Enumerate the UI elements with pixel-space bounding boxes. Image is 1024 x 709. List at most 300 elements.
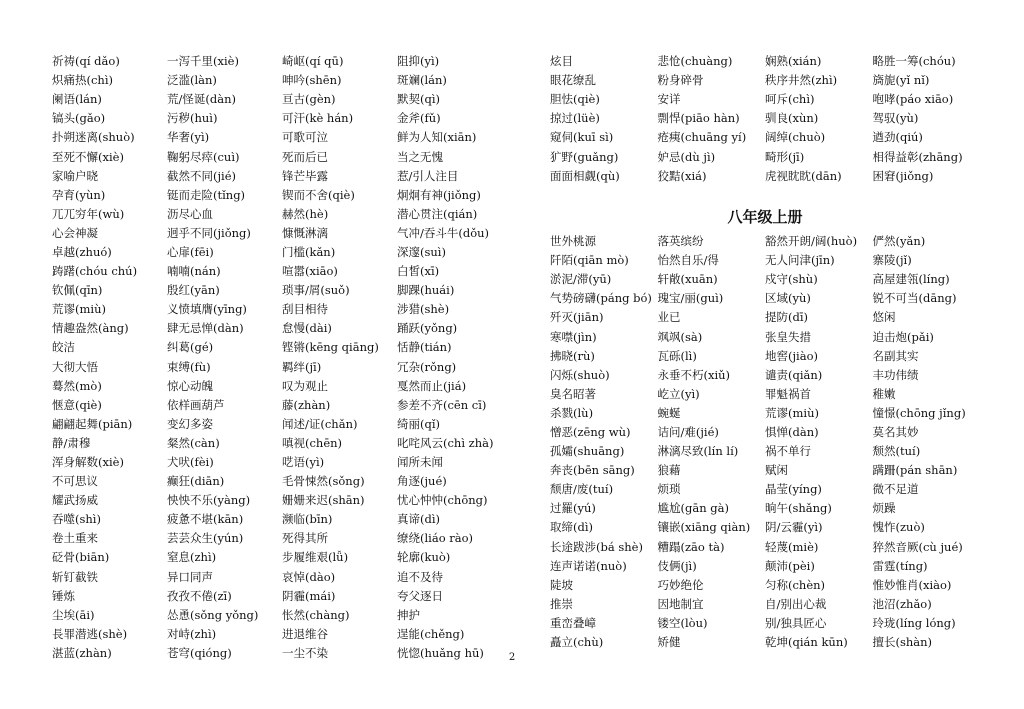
vocab-entry: 业已 <box>657 310 681 325</box>
vocab-entry: 诘问/难(jié) <box>657 424 719 439</box>
vocab-row <box>52 90 512 109</box>
vocab-entry: 戛然而止(jiá) <box>397 378 467 393</box>
vocab-entry: 逞能(chěng) <box>397 626 465 641</box>
vocab-entry: 迥乎不同(jiǒng) <box>167 225 251 240</box>
vocab-row <box>52 568 512 587</box>
vocab-entry: 歼灭(jiān) <box>550 310 604 325</box>
vocab-entry: 殷红(yān) <box>167 283 220 298</box>
vocab-entry: 角逐(jué) <box>397 474 447 489</box>
vocab-entry: 呵斥(chì) <box>765 92 815 107</box>
vocab-row <box>52 52 512 71</box>
vocab-row <box>550 270 980 289</box>
vocab-entry: 旖旎(yǐ nǐ) <box>872 73 930 88</box>
vocab-entry: 匀称(chèn) <box>765 577 826 592</box>
vocab-entry: 气冲/吞斗牛(dǒu) <box>397 225 490 240</box>
vocab-entry: 推崇 <box>550 596 573 611</box>
vocab-row <box>550 327 980 346</box>
vocab-entry: 俨然(yǎn) <box>872 234 926 249</box>
vocab-entry: 长途跋涉(bá shè) <box>550 539 643 554</box>
vocab-entry: 情趣盎然(àng) <box>52 321 129 336</box>
vocab-row <box>52 491 512 510</box>
vocab-row <box>550 538 980 557</box>
vocab-row <box>550 128 980 147</box>
vocab-entry: 无人问津(jīn) <box>765 253 835 268</box>
vocab-row <box>52 625 512 644</box>
vocab-row <box>550 167 980 186</box>
vocab-entry: 锐不可当(dāng) <box>872 291 957 306</box>
vocab-entry: 取缔(dì) <box>550 520 594 535</box>
vocab-entry: 喧嚣(xiāo) <box>282 264 338 279</box>
vocab-entry: 白皙(xī) <box>397 264 440 279</box>
vocab-entry: 砭骨(biān) <box>52 550 110 565</box>
vocab-entry: 琐事/屑(suǒ) <box>282 283 350 298</box>
vocab-entry: 纠葛(gé) <box>167 340 214 355</box>
vocab-entry: 面面相觑(qù) <box>550 168 620 183</box>
vocab-entry: 闻述/证(chǎn) <box>282 416 358 431</box>
vocab-entry: 大彻大悟 <box>52 359 98 374</box>
vocab-entry: 烦琐 <box>657 482 681 497</box>
vocab-entry: 陡坡 <box>550 577 573 592</box>
vocab-entry: 荒谬(miù) <box>765 405 819 420</box>
vocab-entry: 豁然开朗/阔(huò) <box>765 234 858 249</box>
vocab-entry: 轩敞(xuān) <box>657 272 718 287</box>
vocab-row <box>550 251 980 270</box>
vocab-entry: 轮廓(kuò) <box>397 550 451 565</box>
vocab-entry: 闪烁(shuò) <box>550 367 610 382</box>
vocab-entry: 粉身碎骨 <box>657 73 704 88</box>
vocab-entry: 心会神凝 <box>52 225 98 240</box>
vocab-entry: 鲜为人知(xiān) <box>397 130 477 145</box>
vocab-entry: 晶莹(yíng) <box>765 482 822 497</box>
vocab-row <box>52 243 512 262</box>
vocab-row <box>52 186 512 205</box>
vocab-row <box>52 548 512 567</box>
vocab-entry: 皎洁 <box>52 340 75 355</box>
vocab-entry: 闻所未闻 <box>397 455 443 470</box>
vocab-entry: 憎恶(zēng wù) <box>550 424 631 439</box>
vocab-entry: 娴熟(xián) <box>765 54 822 69</box>
vocab-row <box>52 434 512 453</box>
vocab-row <box>52 510 512 529</box>
vocab-entry: 長罪潜逃(shè) <box>52 626 128 641</box>
vocab-entry: 义愤填膺(yīng) <box>167 302 247 317</box>
vocab-entry: 锋芒毕露 <box>282 168 328 183</box>
vocab-entry: 驯良(xùn) <box>765 111 819 126</box>
vocab-entry: 戍守(shù) <box>765 272 818 287</box>
vocab-entry: 濒临(bīn) <box>282 512 333 527</box>
vocab-entry: 阴霾(mái) <box>282 588 336 603</box>
vocab-row <box>550 499 980 518</box>
vocab-entry: 安详 <box>657 92 681 107</box>
vocab-entry: 恍惚(huǎng hū) <box>397 645 484 660</box>
vocab-row <box>550 633 980 652</box>
vocab-entry: 肆无忌惮(dàn) <box>167 321 244 336</box>
vocab-row <box>52 529 512 548</box>
vocab-entry: 对峙(zhì) <box>167 626 217 641</box>
vocab-entry: 荒/怪诞(dàn) <box>167 92 236 107</box>
vocab-entry: 阔绰(chuò) <box>765 130 826 145</box>
vocab-entry: 吞噬(shì) <box>52 512 101 527</box>
vocab-entry: 喃喃(nán) <box>167 264 221 279</box>
vocab-entry: 相得益彰(zhāng) <box>872 149 963 164</box>
vocab-row <box>550 518 980 537</box>
vocab-row <box>550 595 980 614</box>
vocab-entry: 呓语(yì) <box>282 455 325 470</box>
vocab-entry: 污秽(huì) <box>167 111 218 126</box>
vocab-row <box>52 358 512 377</box>
vocab-row <box>550 347 980 366</box>
vocab-row <box>52 205 512 224</box>
vocab-entry: 祸不单行 <box>765 444 811 459</box>
vocab-entry: 咆哮(páo xiāo) <box>872 92 954 107</box>
vocab-entry: 当之无愧 <box>397 149 443 164</box>
vocab-entry: 寨陵(jǐ) <box>872 253 912 268</box>
vocab-entry: 呻吟(shēn) <box>282 73 342 88</box>
vocab-entry: 兀兀穷年(wù) <box>52 206 125 221</box>
vocab-entry: 孤孀(shuāng) <box>550 444 625 459</box>
vocab-entry: 惊心动魄 <box>167 378 213 393</box>
vocab-row <box>52 281 512 300</box>
vocab-entry: 淤泥/滞(yū) <box>550 272 612 287</box>
vocab-entry: 潜心贯注(qián) <box>397 206 478 221</box>
vocab-entry: 踊跃(yǒng) <box>397 321 458 336</box>
vocab-entry: 惟妙惟肖(xiào) <box>872 577 952 592</box>
vocab-row <box>52 453 512 472</box>
vocab-entry: 伎俩(jì) <box>657 558 697 573</box>
vocab-entry: 蹒跚(pán shān) <box>872 463 958 478</box>
vocab-entry: 微不足道 <box>872 482 919 497</box>
vocab-entry: 因地制宜 <box>657 596 704 611</box>
vocab-entry: 颓唐/废(tuí) <box>550 482 614 497</box>
vocab-entry: 瓦砾(lì) <box>657 348 697 363</box>
vocab-entry: 赫然(hè) <box>282 206 329 221</box>
vocab-entry: 名副其实 <box>872 348 919 363</box>
vocab-entry: 颓然(tuí) <box>872 444 921 459</box>
vocab-entry: 眼花缭乱 <box>550 73 596 88</box>
vocab-row <box>52 147 512 166</box>
vocab-entry: 池沼(zhǎo) <box>872 596 932 611</box>
vocab-entry: 亘古(gèn) <box>282 92 336 107</box>
vocab-entry: 耀武扬威 <box>52 493 98 508</box>
vocab-entry: 追不及待 <box>397 569 443 584</box>
vocab-row <box>550 52 980 71</box>
vocab-entry: 蜿蜒 <box>657 405 681 420</box>
vocab-row <box>52 587 512 606</box>
vocab-entry: 提防(dī) <box>765 310 809 325</box>
vocab-entry: 惧惮(dàn) <box>765 424 819 439</box>
vocab-row <box>550 90 980 109</box>
vocab-entry: 迫击炮(pǎi) <box>872 329 934 344</box>
vocab-entry: 怠慢(dài) <box>282 321 332 336</box>
vocab-entry: 浑身解数(xiè) <box>52 455 124 470</box>
vocab-row <box>550 442 980 461</box>
vocab-entry: 丰功伟绩 <box>872 367 919 382</box>
vocab-row <box>550 289 980 308</box>
vocab-entry: 金斧(fǔ) <box>397 111 441 126</box>
vocab-entry: 憧憬(chōng jǐng) <box>872 405 966 420</box>
vocab-entry: 永垂不朽(xiǔ) <box>657 367 731 382</box>
vocab-entry: 一泻千里(xiè) <box>167 54 239 69</box>
vocab-entry: 尴尬(gān gà) <box>657 501 729 516</box>
vocab-entry: 雷霆(tíng) <box>872 558 928 573</box>
vocab-row <box>550 308 980 327</box>
vocab-entry: 赋闲 <box>765 463 788 478</box>
vocab-entry: 晌午(shǎng) <box>765 501 832 516</box>
vocab-entry: 铿锵(kēng qiāng) <box>282 340 379 355</box>
vocab-entry: 屹立(yì) <box>657 386 700 401</box>
vocab-entry: 镐头(gǎo) <box>52 111 106 126</box>
vocab-entry: 寒噤(jìn) <box>550 329 597 344</box>
vocab-entry: 异口同声 <box>167 569 213 584</box>
vocab-entry: 玲珑(líng lóng) <box>872 615 956 630</box>
vocab-entry: 重峦叠嶂 <box>550 615 596 630</box>
vocab-entry: 怅然(chàng) <box>282 607 350 622</box>
vocab-entry: 至死不懈(xiè) <box>52 149 124 164</box>
vocab-entry: 糟蹋(zāo tà) <box>657 539 725 554</box>
vocab-entry: 气势磅礴(páng bó) <box>550 291 652 306</box>
vocab-entry: 秩序井然(zhì) <box>765 73 838 88</box>
vocab-entry: 略胜一筹(chóu) <box>872 54 956 69</box>
vocab-entry: 泛滥(làn) <box>167 73 217 88</box>
vocab-entry: 矫健 <box>657 635 681 650</box>
vocab-row <box>52 128 512 147</box>
right-vocabulary-table-top <box>550 52 980 186</box>
vocab-row <box>550 147 980 166</box>
vocab-entry: 步履维艰(lǚ) <box>282 550 349 565</box>
vocab-row <box>550 614 980 633</box>
vocab-entry: 过羅(yú) <box>550 501 596 516</box>
vocab-entry: 哀悼(dào) <box>282 569 336 584</box>
vocab-entry: 铤而走险(tǐng) <box>167 187 246 202</box>
vocab-entry: 自/别出心裁 <box>765 596 827 611</box>
vocab-entry: 扑朔迷离(shuò) <box>52 130 135 145</box>
vocab-entry: 心扉(fēi) <box>167 244 214 259</box>
vocab-entry: 静/肃穆 <box>52 435 91 450</box>
vocab-entry: 夸父逐日 <box>397 588 443 603</box>
vocab-entry: 家喻户晓 <box>52 168 98 183</box>
vocab-entry: 恬静(tián) <box>397 340 452 355</box>
vocab-entry: 束缚(fù) <box>167 359 211 374</box>
right-vocabulary-table-grade8 <box>550 232 980 652</box>
vocab-entry: 炫目 <box>550 54 573 69</box>
vocab-entry: 默契(qì) <box>397 92 441 107</box>
vocab-row <box>550 557 980 576</box>
vocab-entry: 芸芸众生(yún) <box>167 531 244 546</box>
vocab-entry: 矗立(chù) <box>550 635 604 650</box>
vocab-entry: 烦躁 <box>872 501 896 516</box>
vocab-entry: 藤(zhàn) <box>282 397 331 412</box>
vocab-entry: 疲惫不堪(kān) <box>167 512 244 527</box>
vocab-entry: 怡然自乐/得 <box>657 253 719 268</box>
vocab-entry: 踌躇(chóu chú) <box>52 264 138 279</box>
vocab-entry: 地窖(jiào) <box>765 348 818 363</box>
vocab-entry: 可歌可泣 <box>282 130 328 145</box>
vocab-row <box>52 224 512 243</box>
vocab-entry: 癫狂(diān) <box>167 474 225 489</box>
vocab-entry: 炯炯有神(jiǒng) <box>397 187 481 202</box>
vocab-entry: 怂恿(sǒng yǒng) <box>167 607 259 622</box>
vocab-entry: 别/独具匠心 <box>765 615 827 630</box>
vocab-entry: 困窘(jiǒng) <box>872 168 934 183</box>
vocab-entry: 缭绕(liáo rào) <box>397 531 474 546</box>
vocab-entry: 锲而不舍(qiè) <box>282 187 355 202</box>
vocab-entry: 阴/云霾(yì) <box>765 520 823 535</box>
vocab-entry: 苍穹(qióng) <box>167 645 232 660</box>
vocab-entry: 遒劲(qiú) <box>872 130 923 145</box>
vocab-entry: 轻蔑(miè) <box>765 539 819 554</box>
vocab-entry: 鞠躬尽瘁(cuì) <box>167 149 240 164</box>
vocab-entry: 乾坤(qián kūn) <box>765 635 848 650</box>
vocab-row <box>52 377 512 396</box>
vocab-entry: 卷土重来 <box>52 531 98 546</box>
vocab-entry: 愧怍(zuò) <box>872 520 925 535</box>
vocab-entry: 阻抑(yì) <box>397 54 440 69</box>
vocab-entry: 罪魁祸首 <box>765 386 811 401</box>
vocab-entry: 斑斓(lán) <box>397 73 447 88</box>
section-title: 八年级上册 <box>727 208 803 226</box>
vocab-entry: 胆怯(qiè) <box>550 92 600 107</box>
vocab-row <box>550 576 980 595</box>
vocab-entry: 慷慨淋漓 <box>282 225 328 240</box>
vocab-entry: 区域(yù) <box>765 291 811 306</box>
vocab-entry: 抻护 <box>397 607 420 622</box>
vocab-row <box>52 262 512 281</box>
vocab-entry: 阑语(lán) <box>52 92 102 107</box>
vocab-entry: 翩翩起舞(piān) <box>52 416 133 431</box>
vocab-row <box>52 472 512 491</box>
vocab-entry: 畸形(jī) <box>765 149 805 164</box>
vocab-entry: 锤炼 <box>52 588 75 603</box>
vocab-entry: 孜孜不倦(zī) <box>167 588 232 603</box>
vocab-entry: 刮目相待 <box>282 302 328 317</box>
vocab-entry: 拂晓(rù) <box>550 348 595 363</box>
vocab-entry: 虎视眈眈(dān) <box>765 168 842 183</box>
vocab-entry: 粲然(càn) <box>167 435 220 450</box>
vocab-entry: 真谛(dì) <box>397 512 441 527</box>
vocab-entry: 叱咤风云(chì zhà) <box>397 435 494 450</box>
vocab-row <box>52 606 512 625</box>
vocab-row <box>550 404 980 423</box>
vocab-entry: 死而后已 <box>282 149 328 164</box>
vocab-entry: 窥伺(kuī sì) <box>550 130 614 145</box>
vocab-entry: 蓦然(mò) <box>52 378 102 393</box>
vocab-entry: 涉猎(shè) <box>397 302 450 317</box>
vocab-entry: 深邃(suì) <box>397 244 446 259</box>
vocab-entry: 湛蓝(zhàn) <box>52 645 112 660</box>
vocab-entry: 高屋建瓴(líng) <box>872 272 950 287</box>
vocab-row <box>52 338 512 357</box>
vocab-entry: 崎岖(qí qū) <box>282 54 344 69</box>
vocab-entry: 狼藉 <box>657 463 681 478</box>
vocab-entry: 落英缤纷 <box>657 234 704 249</box>
vocab-entry: 毛骨悚然(sǒng) <box>282 474 365 489</box>
vocab-entry: 惬意(qiè) <box>52 397 102 412</box>
vocab-entry: 钦佩(qīn) <box>52 283 103 298</box>
vocab-entry: 嗔视(chēn) <box>282 435 343 450</box>
vocab-entry: 剽悍(piāo hàn) <box>657 111 740 126</box>
vocab-entry: 卓越(zhuó) <box>52 244 112 259</box>
vocab-row <box>550 232 980 251</box>
vocab-entry: 祈祷(qí dǎo) <box>52 54 120 69</box>
vocab-entry: 沥尽心血 <box>167 206 213 221</box>
vocab-entry: 门槛(kǎn) <box>282 244 336 259</box>
vocab-entry: 怏怏不乐(yàng) <box>167 493 251 508</box>
vocab-entry: 窒息(zhì) <box>167 550 217 565</box>
vocab-entry: 谴责(qiǎn) <box>765 367 823 382</box>
vocab-entry: 不可思议 <box>52 474 98 489</box>
vocab-row <box>52 300 512 319</box>
vocab-entry: 淋漓尽致(lín lí) <box>657 444 739 459</box>
vocab-row <box>550 109 980 128</box>
vocab-entry: 荒谬(miù) <box>52 302 106 317</box>
vocab-row <box>52 167 512 186</box>
vocab-entry: 华奢(yì) <box>167 130 210 145</box>
vocab-entry: 莫名其妙 <box>872 424 919 439</box>
vocab-entry: 擅长(shàn) <box>872 635 933 650</box>
vocab-entry: 变幻多姿 <box>167 416 213 431</box>
vocab-entry: 叹为观止 <box>282 378 328 393</box>
vocab-entry: 驾驭(yù) <box>872 111 919 126</box>
vocab-entry: 颠沛(pèi) <box>765 558 815 573</box>
vocab-entry: 一尘不染 <box>282 645 328 660</box>
vocab-entry: 脚踝(huái) <box>397 283 455 298</box>
vocab-row <box>52 319 512 338</box>
vocab-row <box>550 385 980 404</box>
vocab-entry: 掠过(lüè) <box>550 111 600 126</box>
vocab-entry: 忧心忡忡(chōng) <box>397 493 488 508</box>
vocab-entry: 臭名昭著 <box>550 386 596 401</box>
vocab-entry: 镂空(lòu) <box>657 615 708 630</box>
vocab-entry: 张皇失措 <box>765 329 811 344</box>
vocab-entry: 斩钉截铁 <box>52 569 98 584</box>
vocab-row <box>52 396 512 415</box>
vocab-row <box>52 415 512 434</box>
vocab-entry: 孕育(yùn) <box>52 187 106 202</box>
vocab-row <box>550 71 980 90</box>
vocab-entry: 羁绊(jī) <box>282 359 322 374</box>
vocab-entry: 炽痛热(chì) <box>52 73 113 88</box>
vocab-entry: 绮丽(qǐ) <box>397 416 441 431</box>
vocab-entry: 参差不齐(cēn cī) <box>397 397 487 412</box>
vocab-entry: 依样画葫芦 <box>167 397 225 412</box>
vocab-row <box>550 366 980 385</box>
vocab-row <box>550 461 980 480</box>
vocab-entry: 狡黠(xiá) <box>657 168 707 183</box>
vocab-entry: 镶嵌(xiāng qiàn) <box>657 520 751 535</box>
vocab-entry: 疮痍(chuāng yí) <box>657 130 747 145</box>
vocab-entry: 瑰宝/丽(guì) <box>657 291 724 306</box>
vocab-entry: 姗姗来迟(shān) <box>282 493 365 508</box>
vocab-entry: 阡陌(qiān mò) <box>550 253 629 268</box>
vocab-entry: 连声诺诺(nuò) <box>550 558 627 573</box>
vocab-entry: 死得其所 <box>282 531 328 546</box>
vocab-entry: 稚嫩 <box>872 386 896 401</box>
vocab-row <box>52 71 512 90</box>
vocab-entry: 犷野(guǎng) <box>550 149 619 164</box>
vocab-entry: 世外桃源 <box>550 234 596 249</box>
vocab-entry: 妒忌(dù jì) <box>657 149 716 164</box>
page-number: 2 <box>508 652 516 663</box>
vocab-entry: 飒飒(sà) <box>657 329 703 344</box>
vocab-entry: 奔丧(bēn sāng) <box>550 463 635 478</box>
vocab-entry: 犬吠(fèi) <box>167 455 214 470</box>
vocab-entry: 进退维谷 <box>282 626 328 641</box>
vocab-entry: 冗杂(rǒng) <box>397 359 457 374</box>
vocab-entry: 杀戮(lù) <box>550 405 594 420</box>
vocab-entry: 惹/引人注目 <box>397 168 459 183</box>
vocab-entry: 可汗(kè hán) <box>282 111 354 126</box>
vocab-entry: 尘埃(āi) <box>52 607 95 622</box>
